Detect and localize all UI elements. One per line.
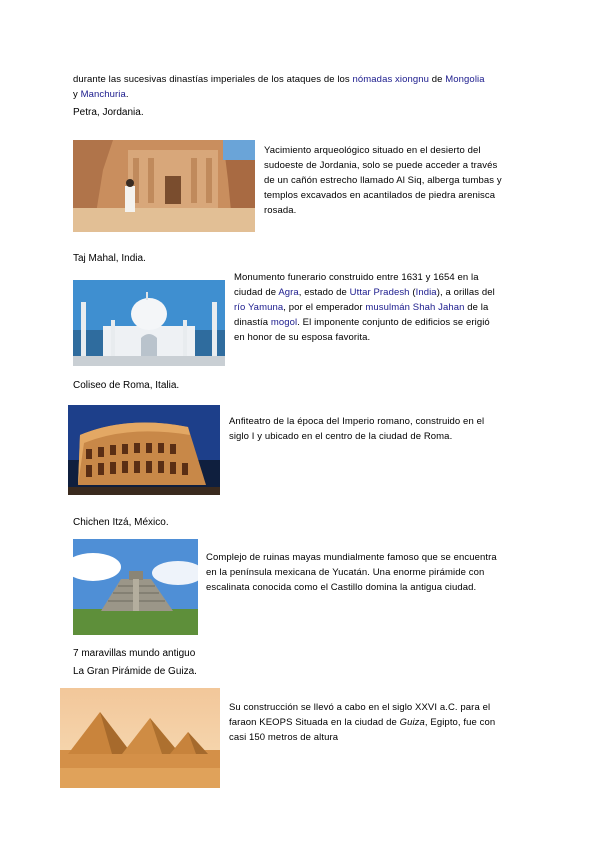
- petra-description: Yacimiento arqueológico situado en el desierto del sudoeste de Jordania, solo se puede acceder a través de un cañón estrecho llamado Al Siq, alberga tumbas y templos excavados en acantilados de piedra arenisca rosada.: [264, 145, 502, 216]
- link-mogol[interactable]: mogol: [270, 317, 298, 328]
- guiza-pyramids-image: [60, 688, 220, 788]
- petra-image: [73, 140, 255, 232]
- chichen-heading: Chichen Itzá, México.: [73, 517, 169, 528]
- link-rio-yamuna[interactable]: río Yamuna: [234, 302, 284, 313]
- link-nomadas-xiongnu[interactable]: nómadas xiongnu: [352, 74, 430, 85]
- taj-heading: Taj Mahal, India.: [73, 253, 146, 264]
- taj-description: Monumento funerario construido entre 1631 y 1654 en la ciudad de Agra, estado de Uttar Pradesh (India), a orillas del río Yamuna, por el emperador musulmán Shah Jahan de la dinastía mogol. El imponente conjunto de edificios se erigió en honor de su esposa favorita.: [234, 272, 495, 343]
- link-uttar-pradesh[interactable]: Uttar Pradesh: [349, 287, 410, 298]
- intro-line-1: durante las sucesivas dinastías imperiales de los ataques de los nómadas xiongnu de Mongolia: [73, 74, 485, 85]
- petra-heading: Petra, Jordania.: [73, 107, 144, 118]
- guiza-emphasis: Guiza: [399, 717, 425, 728]
- coliseo-image: [68, 405, 220, 495]
- guiza-description: Su construcción se llevó a cabo en el siglo XXVI a.C. para el faraon KEOPS Situada en la ciudad de Guiza, Egipto, fue con casi 150 metros de altura: [229, 702, 496, 743]
- link-mongolia[interactable]: Mongolia: [445, 74, 485, 85]
- link-musulman[interactable]: musulmán: [365, 302, 411, 313]
- link-agra[interactable]: Agra: [278, 287, 299, 298]
- link-shah-jahan[interactable]: Shah Jahan: [412, 302, 465, 313]
- chichen-description: Complejo de ruinas mayas mundialmente famoso que se encuentra en la península mexicana de Yucatán. Una enorme pirámide con escalinata conocida como el Castillo domina la antigua ciudad.: [206, 552, 497, 593]
- chichen-itza-image: [73, 539, 198, 635]
- guiza-heading: La Gran Pirámide de Guiza.: [73, 666, 197, 677]
- intro-line-2: y Manchuria.: [73, 89, 129, 100]
- link-india[interactable]: India: [415, 287, 437, 298]
- coliseo-description: Anfiteatro de la época del Imperio romano, construido en el siglo I y ubicado en el centro de la ciudad de Roma.: [229, 416, 485, 442]
- maravillas-heading: 7 maravillas mundo antiguo: [73, 648, 196, 659]
- taj-mahal-image: [73, 280, 225, 366]
- link-manchuria[interactable]: Manchuria: [80, 89, 126, 100]
- intro-paragraph: [73, 72, 533, 102]
- coliseo-heading: Coliseo de Roma, Italia.: [73, 380, 180, 391]
